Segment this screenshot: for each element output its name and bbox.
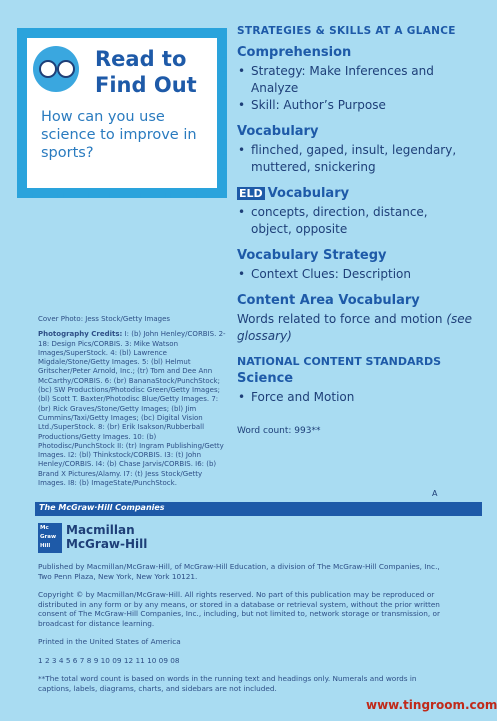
- content-vocab-title: Content Area Vocabulary: [237, 293, 420, 308]
- list-item: • concepts, direction, distance, object, opposite: [237, 204, 472, 238]
- published-by: Published by Macmillan/McGraw-Hill, of McGraw-Hill Education, a division of The McGraw-Hill Companies, Inc., Two Penn Plaza, New York, New York 10121.: [38, 562, 440, 581]
- vocab-strategy-section: [237, 248, 472, 283]
- list-item: • Strategy: Make Inferences and Analyze: [237, 63, 472, 97]
- watermark: www.tingroom.com: [366, 698, 497, 712]
- rtfo-title: [95, 46, 197, 98]
- eld-badge: ELD: [239, 187, 263, 200]
- owl-eye-left: [39, 60, 57, 78]
- photography-credits: [38, 330, 228, 488]
- owl-eye-right: [57, 60, 75, 78]
- comprehension-section: [237, 45, 472, 114]
- rtfo-title-line1: Read to: [95, 47, 187, 71]
- list-item: • Skill: Author’s Purpose: [237, 97, 472, 114]
- comprehension-title: Comprehension: [237, 45, 352, 60]
- standards-section: [237, 355, 472, 406]
- standards-subject: Science: [237, 371, 294, 386]
- list-item: • flinched, gaped, insult, legendary, muttered, snickering: [237, 142, 472, 176]
- printed-in: Printed in the United States of America: [38, 637, 181, 646]
- content-vocab-text: [237, 311, 472, 345]
- logo-line: Graw: [40, 534, 57, 540]
- page-letter: A: [432, 489, 438, 498]
- content-vocab-section: [237, 293, 472, 345]
- owl-icon: [33, 46, 79, 92]
- publisher-brand: [66, 523, 147, 551]
- copyright: Copyright © by Macmillan/McGraw-Hill. All rights reserved. No part of this publication may be reproduced or distributed in any form or by any means, or stored in a database or retrieval system, without the prior written consent of The McGraw-Hill Companies, Inc., including, but not limited to, network storage or transmission, or broadcast for distance learning.: [38, 590, 440, 628]
- photography-label: Photography Credits:: [38, 330, 123, 339]
- photo-credits: [38, 315, 228, 494]
- cover-credit: Cover Photo: Jess Stock/Getty Images: [38, 315, 171, 323]
- eld-vocabulary-title: [237, 186, 472, 201]
- skills-at-a-glance: [237, 25, 472, 436]
- content-vocab-words: Words related to force and motion: [237, 312, 443, 326]
- vocab-strategy-title: Vocabulary Strategy: [237, 248, 387, 263]
- publisher-band-text: The McGraw·Hill Companies: [39, 503, 165, 512]
- brand-line1: Macmillan: [66, 523, 135, 537]
- standards-title: NATIONAL CONTENT STANDARDS: [237, 355, 442, 368]
- logo-line: Hill: [40, 543, 51, 549]
- vocabulary-title: Vocabulary: [237, 124, 319, 139]
- content-vocab-note: (see glossary): [237, 312, 473, 343]
- glance-heading: STRATEGIES & SKILLS AT A GLANCE: [237, 25, 456, 37]
- word-count: Word count: 993**: [237, 426, 321, 436]
- eld-vocabulary-label: Vocabulary: [267, 186, 350, 201]
- mcgraw-hill-logo-icon: [38, 523, 62, 553]
- rtfo-title-line2: Find Out: [95, 73, 197, 97]
- read-to-find-out-box: [17, 28, 227, 198]
- print-numbers: 1 2 3 4 5 6 7 8 9 10 09 12 11 10 09 08: [38, 655, 180, 665]
- photography-text: I: (b) John Henley/CORBIS. 2-18: Design Pics/CORBIS. 3: Mike Watson Images/SuperStock. 4: (bl) Lawrence Migdale/Stone/Getty Images. 5: (bl) Helmut Gritscher/Peter Arnold, Inc.; (tr) Tom and Dee Ann McCarthy/CORBIS. 6: (br) BananaStock/PunchStock; (bc) SW Productions/Photodisc Green/Getty Images; (bl) Scott T. Baxter/Photodisc Blue/Getty Images. 7: (br) Rick Graves/Stone/Getty Images; (bl) Jim Cummins/Taxi/Getty Images; (bc) Digital Vision Ltd./SuperStock. 8: (br) Erik Isakson/Rubberball Productions/Getty Images. 10: (b) Photodisc/PunchStock II: (tr) Ingram Publishing/Getty Images. I2: (bl) Thinkstock/CORBIS. I3: (t) John Henley/CORBIS. I4: (b) Chase Jarvis/CORBIS. I6: (b) Brand X Pictures/Alamy. I7: (t) Jess Stock/Getty Images. I8: (b) ImageState/PunchStock.: [38, 330, 226, 488]
- vocabulary-section: [237, 124, 472, 176]
- list-item: • Context Clues: Description: [237, 266, 472, 283]
- publisher-band: [35, 502, 482, 516]
- eld-vocabulary-section: [237, 186, 472, 238]
- logo-line: Mc: [40, 525, 49, 531]
- list-item: • Force and Motion: [237, 389, 472, 406]
- brand-line2: McGraw-Hill: [66, 537, 148, 551]
- read-to-find-out-inner: [27, 38, 217, 188]
- rtfo-question: How can you use science to improve in sports?: [41, 109, 197, 161]
- legal-text: [38, 562, 448, 702]
- word-count-footnote: **The total word count is based on words in the running text and headings only. Numerals and words in captions, labels, diagrams, charts, and sidebars are not included.: [38, 674, 417, 693]
